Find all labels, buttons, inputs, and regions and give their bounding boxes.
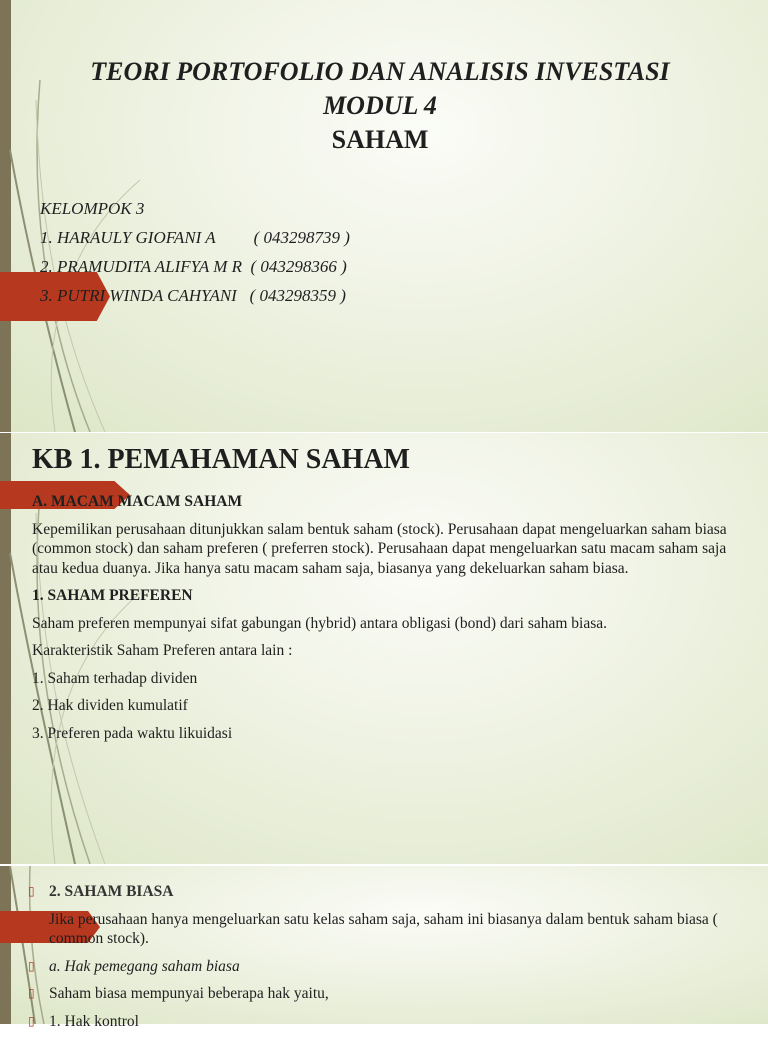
bullet-item <box>28 957 748 977</box>
slide-body <box>28 882 748 1039</box>
title-line-1: TEORI PORTOFOLIO DAN ANALISIS INVESTASI <box>90 57 670 86</box>
square-bullet-icon: ▯ <box>28 958 35 973</box>
subheading: a. Hak pemegang saham biasa <box>49 957 240 975</box>
bullet-item <box>28 984 748 1004</box>
member-item: 2. PRAMUDITA ALIFYA M R ( 043298366 ) <box>40 257 347 276</box>
bullet-item <box>28 910 748 949</box>
paragraph: Saham biasa mempunyai beberapa hak yaitu, <box>49 985 329 1002</box>
subheading: A. MACAM MACAM SAHAM <box>32 493 243 510</box>
bullet-item <box>28 1012 748 1032</box>
list-intro: Karakteristik Saham Preferen antara lain : <box>32 642 293 659</box>
square-bullet-icon: ▯ <box>28 1013 35 1028</box>
list-item: 1. Saham terhadap dividen <box>32 669 198 687</box>
bullet-item <box>28 882 748 902</box>
list-item: 1. Hak kontrol <box>49 1012 139 1030</box>
list-item: 3. Preferen pada waktu likuidasi <box>32 724 233 742</box>
member-item: 3. PUTRI WINDA CAHYANI ( 043298359 ) <box>40 286 346 305</box>
left-bar <box>0 0 11 432</box>
section-heading: 2. SAHAM BIASA <box>49 883 174 900</box>
title-slide <box>0 0 768 432</box>
left-bar <box>0 866 11 1024</box>
square-bullet-icon: ▯ <box>28 884 35 898</box>
member-list <box>40 194 350 310</box>
member-item: 1. HARAULY GIOFANI A ( 043298739 ) <box>40 228 350 247</box>
list-item: 2. Hak dividen kumulatif <box>32 697 188 714</box>
slide-title <box>40 55 720 157</box>
section-heading: 1. SAHAM PREFEREN <box>32 587 193 604</box>
definition: Saham preferen mempunyai sifat gabungan (hybrid) antara obligasi (bond) dari saham biasa. <box>32 614 608 632</box>
square-bullet-icon: ▯ <box>28 986 35 1000</box>
group-label: KELOMPOK 3 <box>40 199 145 218</box>
slide-body <box>32 492 732 751</box>
title-line-2: MODUL 4 <box>323 91 437 120</box>
title-line-3: SAHAM <box>331 125 429 154</box>
paragraph: Jika perusahaan hanya mengeluarkan satu kelas saham saja, saham ini biasanya dalam bentuk saham biasa ( common stock). <box>49 910 718 947</box>
slide-heading: KB 1. PEMAHAMAN SAHAM <box>32 444 410 475</box>
paragraph: Kepemilikan perusahaan ditunjukkan salam bentuk saham (stock). Perusahaan dapat mengeluarkan saham biasa (common stock) dan saham preferen ( preferren stock). Perusahaan dapat mengeluarkan satu macam saham saja atau kedua duanya. Jika hanya satu macam saham saja, biasanya yang dekeluarkan saham biasa. <box>32 520 727 577</box>
